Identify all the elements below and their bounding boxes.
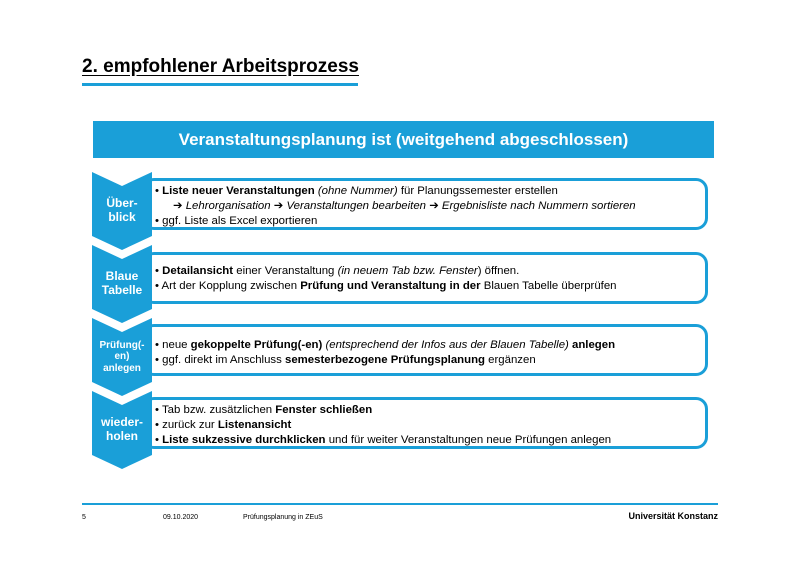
text-bold: Liste sukzessive durchklicken bbox=[162, 434, 326, 447]
arrow-icon: ➔ bbox=[173, 200, 183, 213]
step-label-line: holen bbox=[105, 429, 138, 443]
text-bold: Detailansicht bbox=[162, 265, 234, 277]
page-number: 5 bbox=[82, 514, 86, 521]
step-label-line: Blaue bbox=[105, 269, 139, 284]
nav-path-1: Lehrorganisation bbox=[185, 200, 271, 213]
step-label-line: wieder- bbox=[100, 415, 143, 430]
university-name: Universität Konstanz bbox=[628, 511, 718, 521]
step-label-blue-table bbox=[92, 245, 152, 323]
text-bold: Prüfung und Veranstaltung in der bbox=[300, 280, 481, 293]
step-box-create-exam: • neue gekoppelte Prüfung(-en) (entsprechend der Infos aus der Blauen Tabelle) anlegen • ggf. direkt im Anschluss semesterbezogene Prüfungsplanung ergänzen bbox=[142, 324, 708, 376]
banner: Veranstaltungsplanung ist (weitgehend abgeschlossen) bbox=[93, 121, 714, 158]
footer-date: 09.10.2020 bbox=[163, 514, 199, 521]
text-bold: anlegen bbox=[572, 339, 616, 351]
text: und für weiter Veranstaltungen neue Prüfungen anlegen bbox=[328, 434, 612, 447]
nav-path-2: Veranstaltungen bearbeiten bbox=[286, 200, 427, 213]
text-bold: gekoppelte Prüfung(-en) bbox=[190, 339, 323, 351]
text-bold: Liste neuer Veranstaltungen bbox=[162, 185, 315, 197]
text-bold: Fenster schließen bbox=[275, 404, 373, 416]
text-italic: (entsprechend der Infos aus der Blauen Tabelle) bbox=[325, 339, 569, 351]
text: ggf. direkt im Anschluss bbox=[162, 354, 282, 367]
step-label-line: Tabelle bbox=[101, 283, 143, 297]
text: ergänzen bbox=[488, 354, 536, 367]
text: neue bbox=[162, 339, 188, 351]
step-label-repeat bbox=[92, 391, 152, 469]
text: Art der Kopplung zwischen bbox=[161, 280, 298, 293]
arrow-icon: ➔ bbox=[273, 200, 284, 213]
nav-path-3: Ergebnisliste nach Nummern sortieren bbox=[441, 200, 636, 213]
text-italic: (in neuem Tab bzw. Fenster bbox=[337, 265, 478, 277]
step-label-line: Prüfung(- bbox=[99, 339, 145, 351]
page-title: 2. empfohlener Arbeitsprozess bbox=[82, 56, 359, 77]
text: ggf. Liste als Excel exportieren bbox=[162, 215, 318, 228]
step-label-create-exam bbox=[92, 318, 152, 396]
text: einer Veranstaltung bbox=[236, 265, 335, 277]
text: Tab bzw. zusätzlichen bbox=[161, 404, 273, 416]
text: Blauen Tabelle überprüfen bbox=[483, 280, 617, 293]
step-label-overview bbox=[92, 172, 152, 250]
text: für Planungssemester erstellen bbox=[400, 185, 558, 197]
arrow-icon: ➔ bbox=[429, 200, 439, 213]
footer-topic: Prüfungsplanung in ZEuS bbox=[243, 514, 323, 521]
text-bold: Listenansicht bbox=[217, 419, 292, 432]
step-label-line: Über- bbox=[106, 196, 138, 211]
footer-divider bbox=[82, 503, 718, 505]
step-label-line: en) bbox=[114, 351, 130, 363]
step-box-repeat: • Tab bzw. zusätzlichen Fenster schließen • zurück zur Listenansicht • Liste sukzessive durchklicken und für weiter Veranstaltungen neue Prüfungen anlegen bbox=[142, 397, 708, 449]
step-label-line: blick bbox=[108, 210, 136, 224]
text: ) öffnen. bbox=[477, 265, 520, 277]
text-italic: (ohne Nummer) bbox=[317, 185, 398, 197]
step-label-line: anlegen bbox=[103, 362, 141, 374]
text-bold: semesterbezogene Prüfungsplanung bbox=[284, 354, 485, 367]
title-underline bbox=[82, 83, 358, 86]
step-box-overview: • Liste neuer Veranstaltungen (ohne Nummer) für Planungssemester erstellen ➔ Lehrorganisation ➔ Veranstaltungen bearbeiten ➔ Ergebnisliste nach Nummern sortieren • ggf. Liste als Excel exportieren bbox=[142, 178, 708, 230]
text: zurück zur bbox=[162, 419, 215, 432]
step-box-blue-table: • Detailansicht einer Veranstaltung (in neuem Tab bzw. Fenster) öffnen. • Art der Kopplung zwischen Prüfung und Veranstaltung in der Blauen Tabelle überprüfen bbox=[142, 252, 708, 304]
